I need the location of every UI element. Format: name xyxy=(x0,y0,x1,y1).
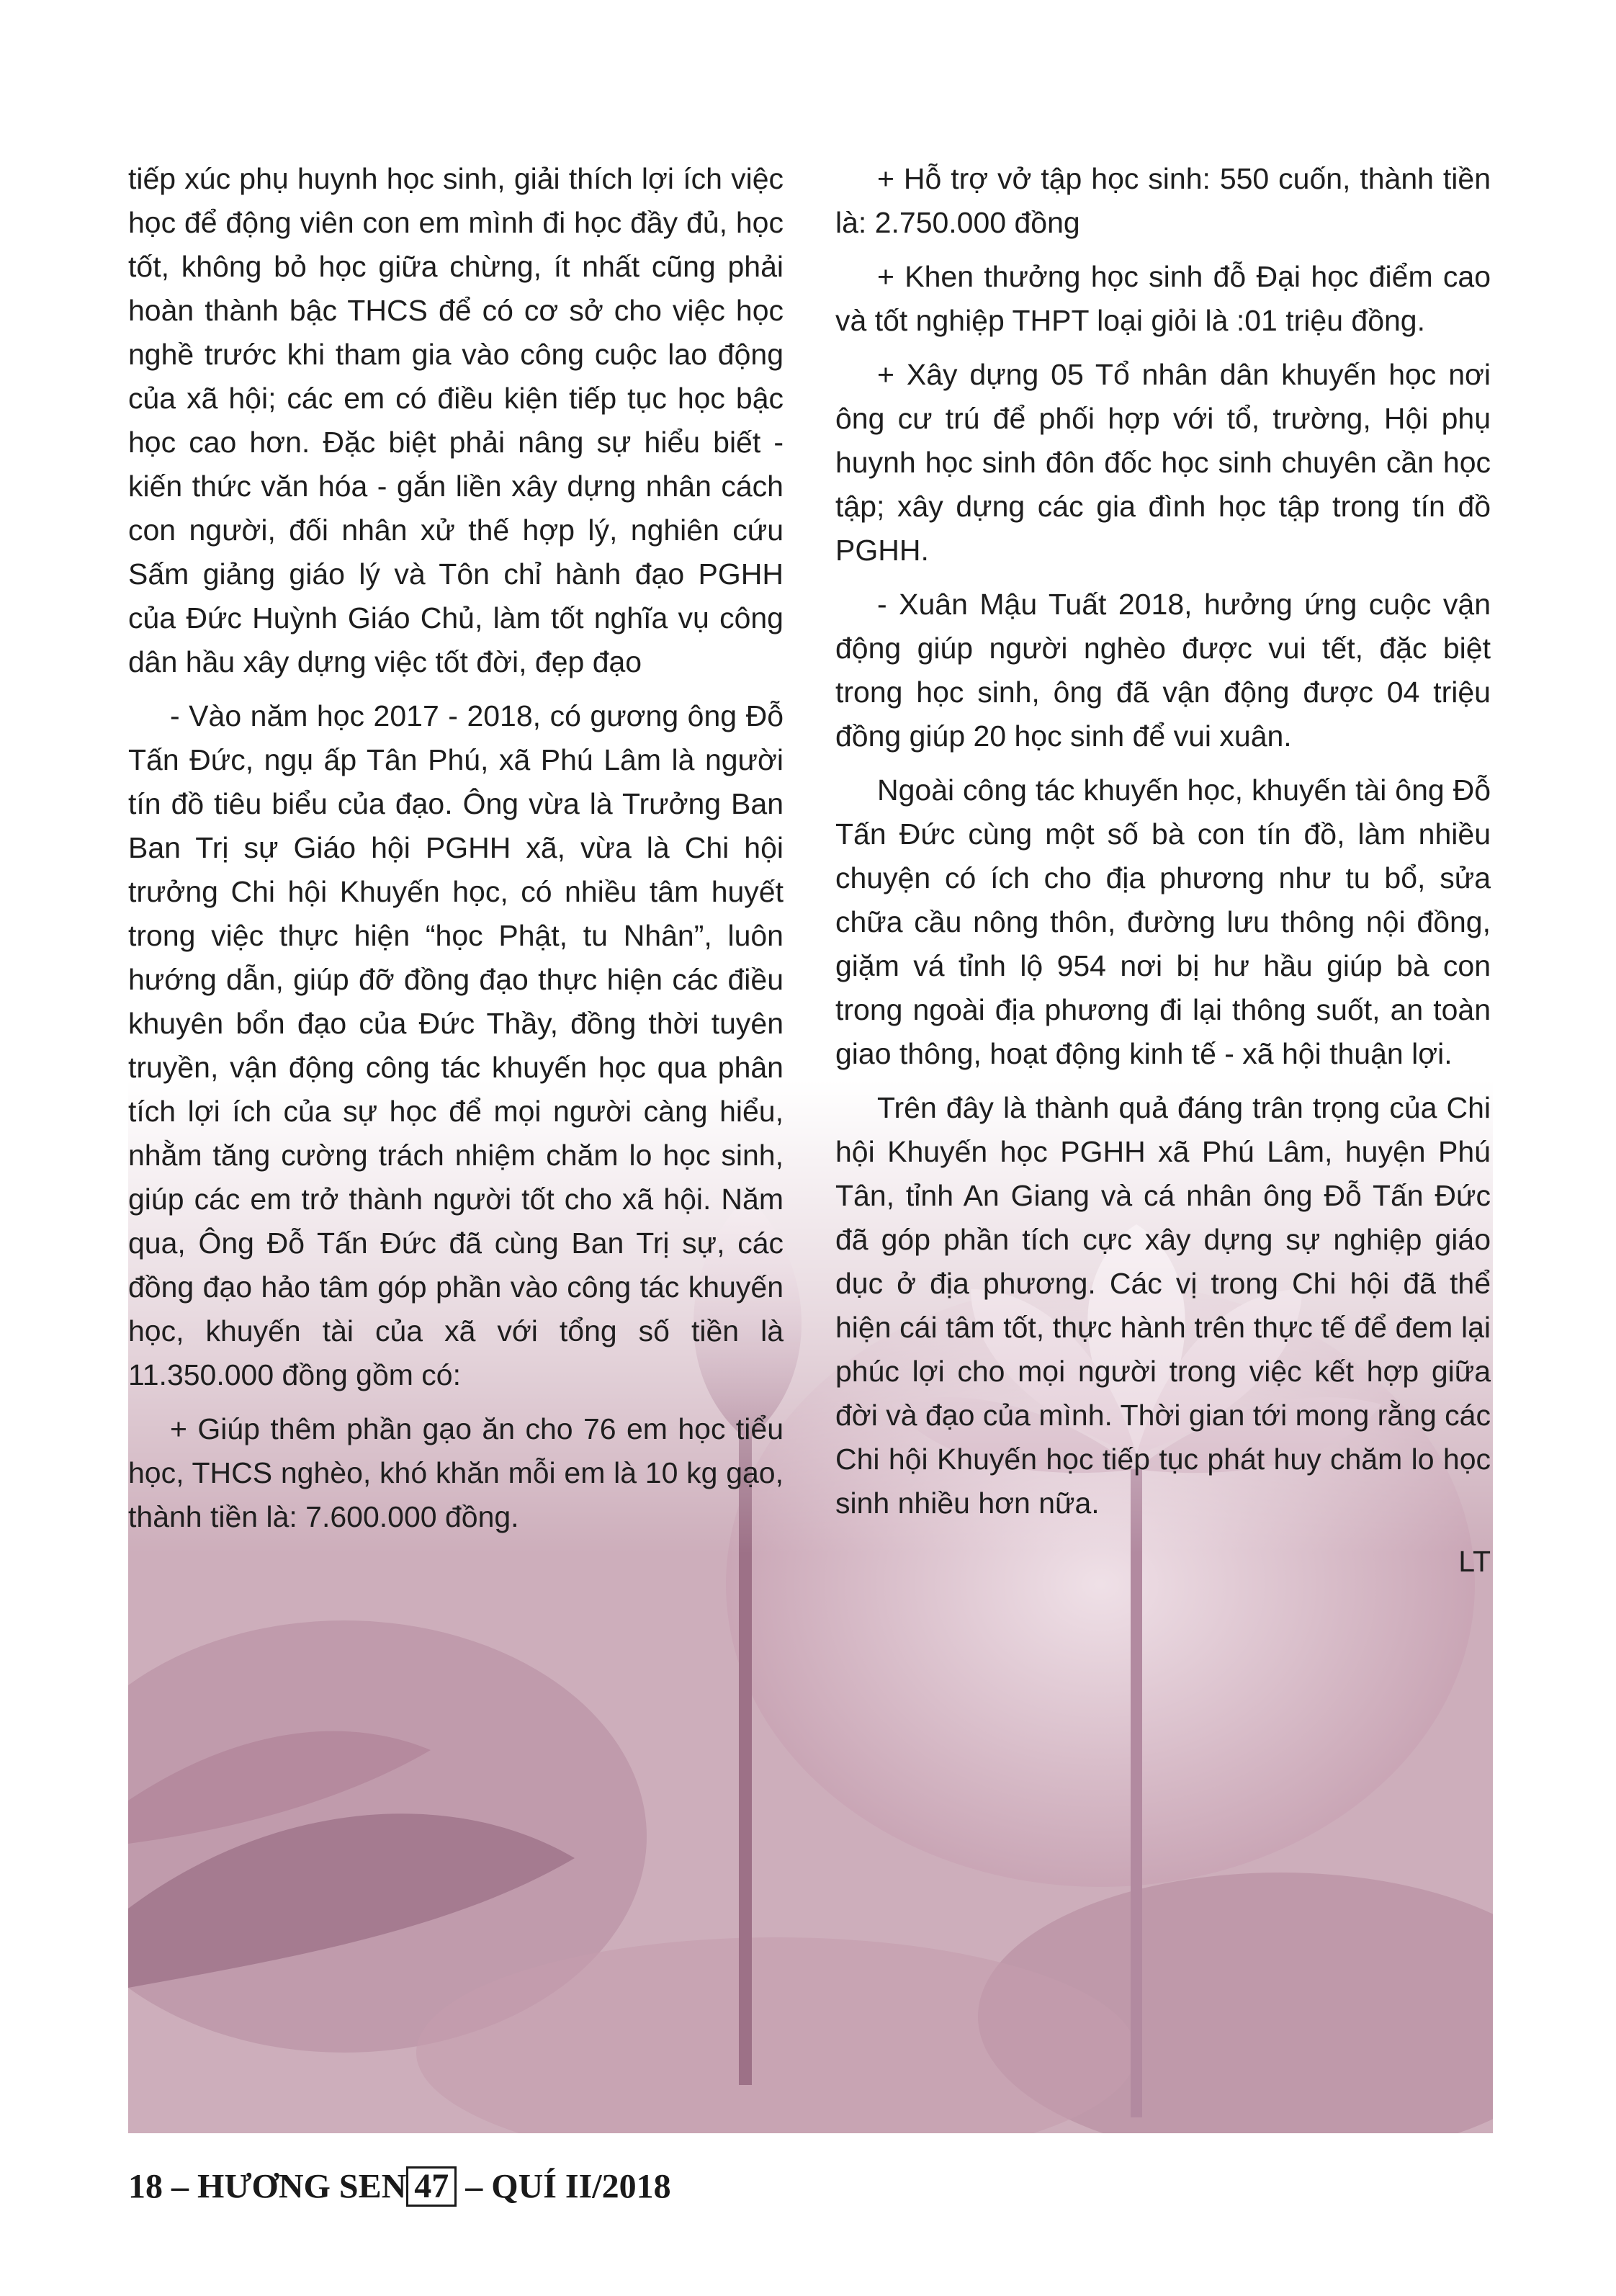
magazine-title: HƯƠNG SEN xyxy=(197,2167,407,2206)
footer-separator: – xyxy=(465,2167,483,2206)
issue-quarter: QUÍ II/2018 xyxy=(491,2167,671,2206)
paragraph: - Vào năm học 2017 - 2018, có gương ông Đỗ Tấn Đức, ngụ ấp Tân Phú, xã Phú Lâm là người tín đồ tiêu biểu của đạo. Ông vừa là Trưởng Ban Ban Trị sự Giáo hội PGHH xã, vừa là Chi hội trưởng Chi hội Khuyến học, có nhiều tâm huyết trong việc thực hiện “học Phật, tu Nhân”, luôn hướng dẫn, giúp đỡ đồng đạo thực hiện các điều khuyên bổn đạo của Đức Thầy, đồng thời tuyên truyền, vận động công tác khuyến học qua phân tích lợi ích của sự học để mọi người càng hiểu, nhằm tăng cường trách nhiệm chăm lo học sinh, giúp các em trở thành người tốt cho xã hội. Năm qua, Ông Đỗ Tấn Đức đã cùng Ban Trị sự, các đồng đạo hảo tâm góp phần vào công tác khuyến học, khuyến tài của xã với tổng số tiền là 11.350.000 đồng gồm có: xyxy=(128,699,784,1391)
paragraph: + Xây dựng 05 Tổ nhân dân khuyến học nơi ông cư trú để phối hợp với tổ, trường, Hội phụ huynh học sinh đôn đốc học sinh chuyên cần học tập; xây dựng các gia đình học tập trong tín đồ PGHH. xyxy=(835,358,1491,567)
paragraph: + Khen thưởng học sinh đỗ Đại học điểm cao và tốt nghiệp THPT loại giỏi là :01 triệu đồng. xyxy=(835,260,1491,337)
paragraph: + Hỗ trợ vở tập học sinh: 550 cuốn, thành tiền là: 2.750.000 đồng xyxy=(835,162,1491,239)
issue-number-box: 47 xyxy=(406,2166,457,2207)
article-left-column xyxy=(128,157,784,1549)
paragraph: Trên đây là thành quả đáng trân trọng của Chi hội Khuyến học PGHH xã Phú Lâm, huyện Phú Tân, tỉnh An Giang và cá nhân ông Đỗ Tấn Đức đã góp phần tích cực xây dựng sự nghiệp giáo dục ở địa phương. Các vị trong Chi hội đã thể hiện cái tâm tốt, thực hành trên thực tế để đem lại phúc lợi cho mọi người trong việc kết hợp giữa đời và đạo của mình. Thời gian tới mong rằng các Chi hội Khuyến học tiếp tục phát huy chăm lo học sinh nhiều hơn nữa. xyxy=(835,1091,1491,1520)
page-number: 18 xyxy=(128,2167,163,2206)
article-right-column xyxy=(835,157,1491,1594)
paragraph: - Xuân Mậu Tuất 2018, hưởng ứng cuộc vận động giúp người nghèo được vui tết, đặc biệt trong học sinh, ông đã vận động được 04 triệu đồng giúp 20 học sinh để vui xuân. xyxy=(835,588,1491,753)
page-footer xyxy=(128,2163,671,2207)
author-signature: LT xyxy=(1458,1545,1491,1578)
paragraph: tiếp xúc phụ huynh học sinh, giải thích lợi ích việc học để động viên con em mình đi học đầy đủ, học tốt, không bỏ học giữa chừng, ít nhất cũng phải hoàn thành bậc THCS để có cơ sở cho việc học nghề trước khi tham gia vào công cuộc lao động của xã hội; các em có điều kiện tiếp tục học bậc học cao hơn. Đặc biệt phải nâng sự hiểu biết - kiến thức văn hóa - gắn liền xây dựng nhân cách con người, đối nhân xử thế hợp lý, nghiên cứu Sấm giảng giáo lý và Tôn chỉ hành đạo PGHH của Đức Huỳnh Giáo Chủ, làm tốt nghĩa vụ công dân hầu xây dựng việc tốt đời, đẹp đạo xyxy=(128,162,784,678)
paragraph: + Giúp thêm phần gạo ăn cho 76 em học tiểu học, THCS nghèo, khó khăn mỗi em là 10 kg gạo, thành tiền là: 7.600.000 đồng. xyxy=(128,1412,784,1533)
paragraph: Ngoài công tác khuyến học, khuyến tài ông Đỗ Tấn Đức cùng một số bà con tín đồ, làm nhiều chuyện có ích cho địa phương như tu bổ, sửa chữa cầu nông thôn, đường lưu thông nội đồng, giặm vá tỉnh lộ 954 nơi bị hư hầu giúp bà con trong ngoài địa phương đi lại thông suốt, an toàn giao thông, hoạt động kinh tế - xã hội thuận lợi. xyxy=(835,773,1491,1070)
footer-separator: – xyxy=(171,2167,189,2206)
